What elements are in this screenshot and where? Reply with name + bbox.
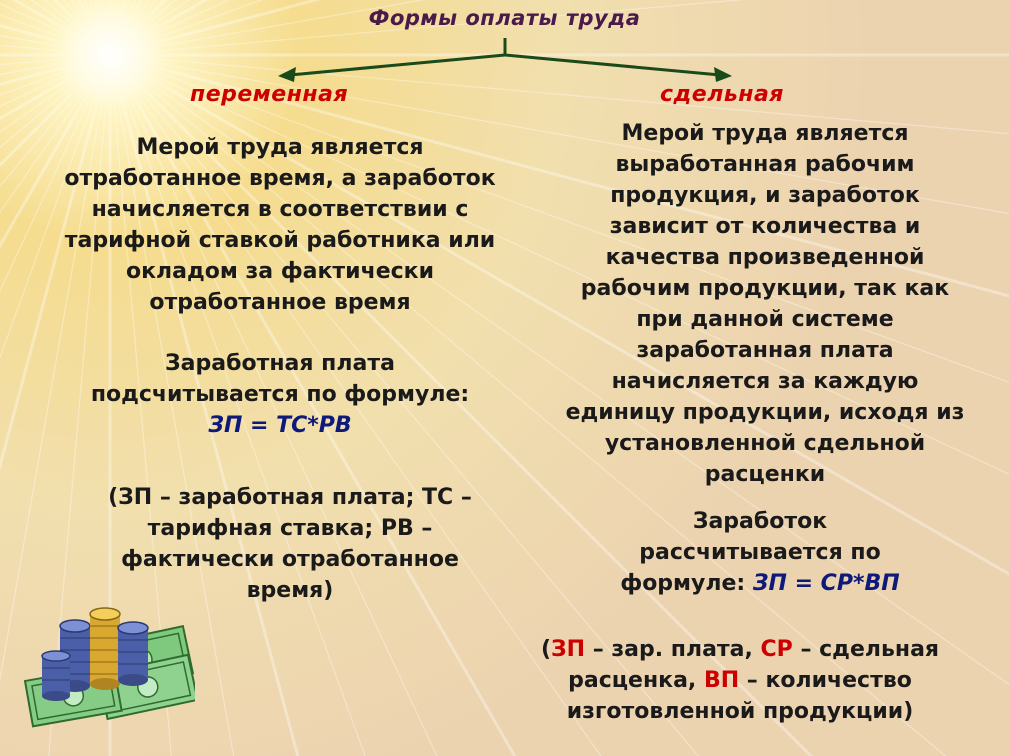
legend-line2-start: расценка, — [568, 668, 704, 693]
legend-open-paren: ( — [540, 637, 551, 662]
right-legend-line — [480, 665, 1000, 696]
left-formula-block — [40, 348, 520, 441]
right-description-line: продукция, и заработок — [610, 183, 920, 208]
left-description-line: отработанное время — [149, 290, 411, 315]
left-legend-line: фактически отработанное — [121, 547, 459, 572]
right-description-line: зависит от количества и — [609, 214, 921, 239]
left-description-line: окладом за фактически — [126, 259, 434, 284]
right-description-line: установленной сдельной — [604, 431, 926, 456]
left-legend-line: тарифная ставка; РВ – — [147, 516, 433, 541]
legend-zp: ЗП — [551, 637, 586, 662]
legend-vp: ВП — [703, 668, 740, 693]
right-description-line: качества произведенной — [605, 245, 925, 270]
right-description-line: выработанная рабочим — [615, 152, 915, 177]
coins-and-banknotes-icon — [20, 596, 195, 746]
left-legend — [55, 482, 525, 606]
left-formula-intro-line: подсчитывается по формуле: — [90, 382, 470, 407]
page-title: Формы оплаты труда — [368, 6, 641, 30]
right-formula-intro-line: рассчитывается по — [639, 540, 881, 565]
right-description-line: Мерой труда является — [621, 121, 909, 146]
legend-sr: СР — [760, 637, 793, 662]
left-description — [20, 132, 540, 318]
legend-sr-text: – сдельная — [792, 637, 940, 662]
left-description-line: начисляется в соответствии с — [91, 197, 469, 222]
left-legend-line: время) — [246, 578, 334, 603]
right-formula-intro-label: формуле: — [620, 571, 746, 596]
right-legend — [480, 634, 1000, 727]
right-description-line: начисляется за каждую — [611, 369, 919, 394]
form-label-variable: переменная — [190, 82, 349, 107]
right-description-line: при данной системе — [636, 307, 894, 332]
right-formula-block — [580, 506, 940, 599]
right-formula-intro-line: Заработок — [692, 509, 828, 534]
left-description-line: Мерой труда является — [136, 135, 424, 160]
right-description — [530, 118, 1000, 490]
right-legend-line — [480, 634, 1000, 665]
right-description-line: единицу продукции, исходя из — [565, 400, 965, 425]
legend-vp-text: – количество — [739, 668, 912, 693]
left-formula-intro-line: Заработная плата — [165, 351, 395, 376]
left-legend-line: (ЗП – заработная плата; ТС – — [108, 485, 472, 510]
right-description-line: рабочим продукции, так как — [580, 276, 950, 301]
right-formula: ЗП = СР*ВП — [752, 571, 900, 596]
right-description-line: расценки — [704, 462, 826, 487]
left-description-line: отработанное время, а заработок — [64, 166, 496, 191]
legend-zp-text: – зар. плата, — [585, 637, 761, 662]
left-description-line: тарифной ставкой работника или — [64, 228, 496, 253]
left-formula: ЗП = ТС*РВ — [208, 413, 352, 438]
right-formula-line — [580, 568, 940, 599]
right-legend-line: изготовленной продукции) — [566, 699, 914, 724]
right-description-line: заработанная плата — [636, 338, 894, 363]
form-label-piecework: сдельная — [660, 82, 784, 107]
